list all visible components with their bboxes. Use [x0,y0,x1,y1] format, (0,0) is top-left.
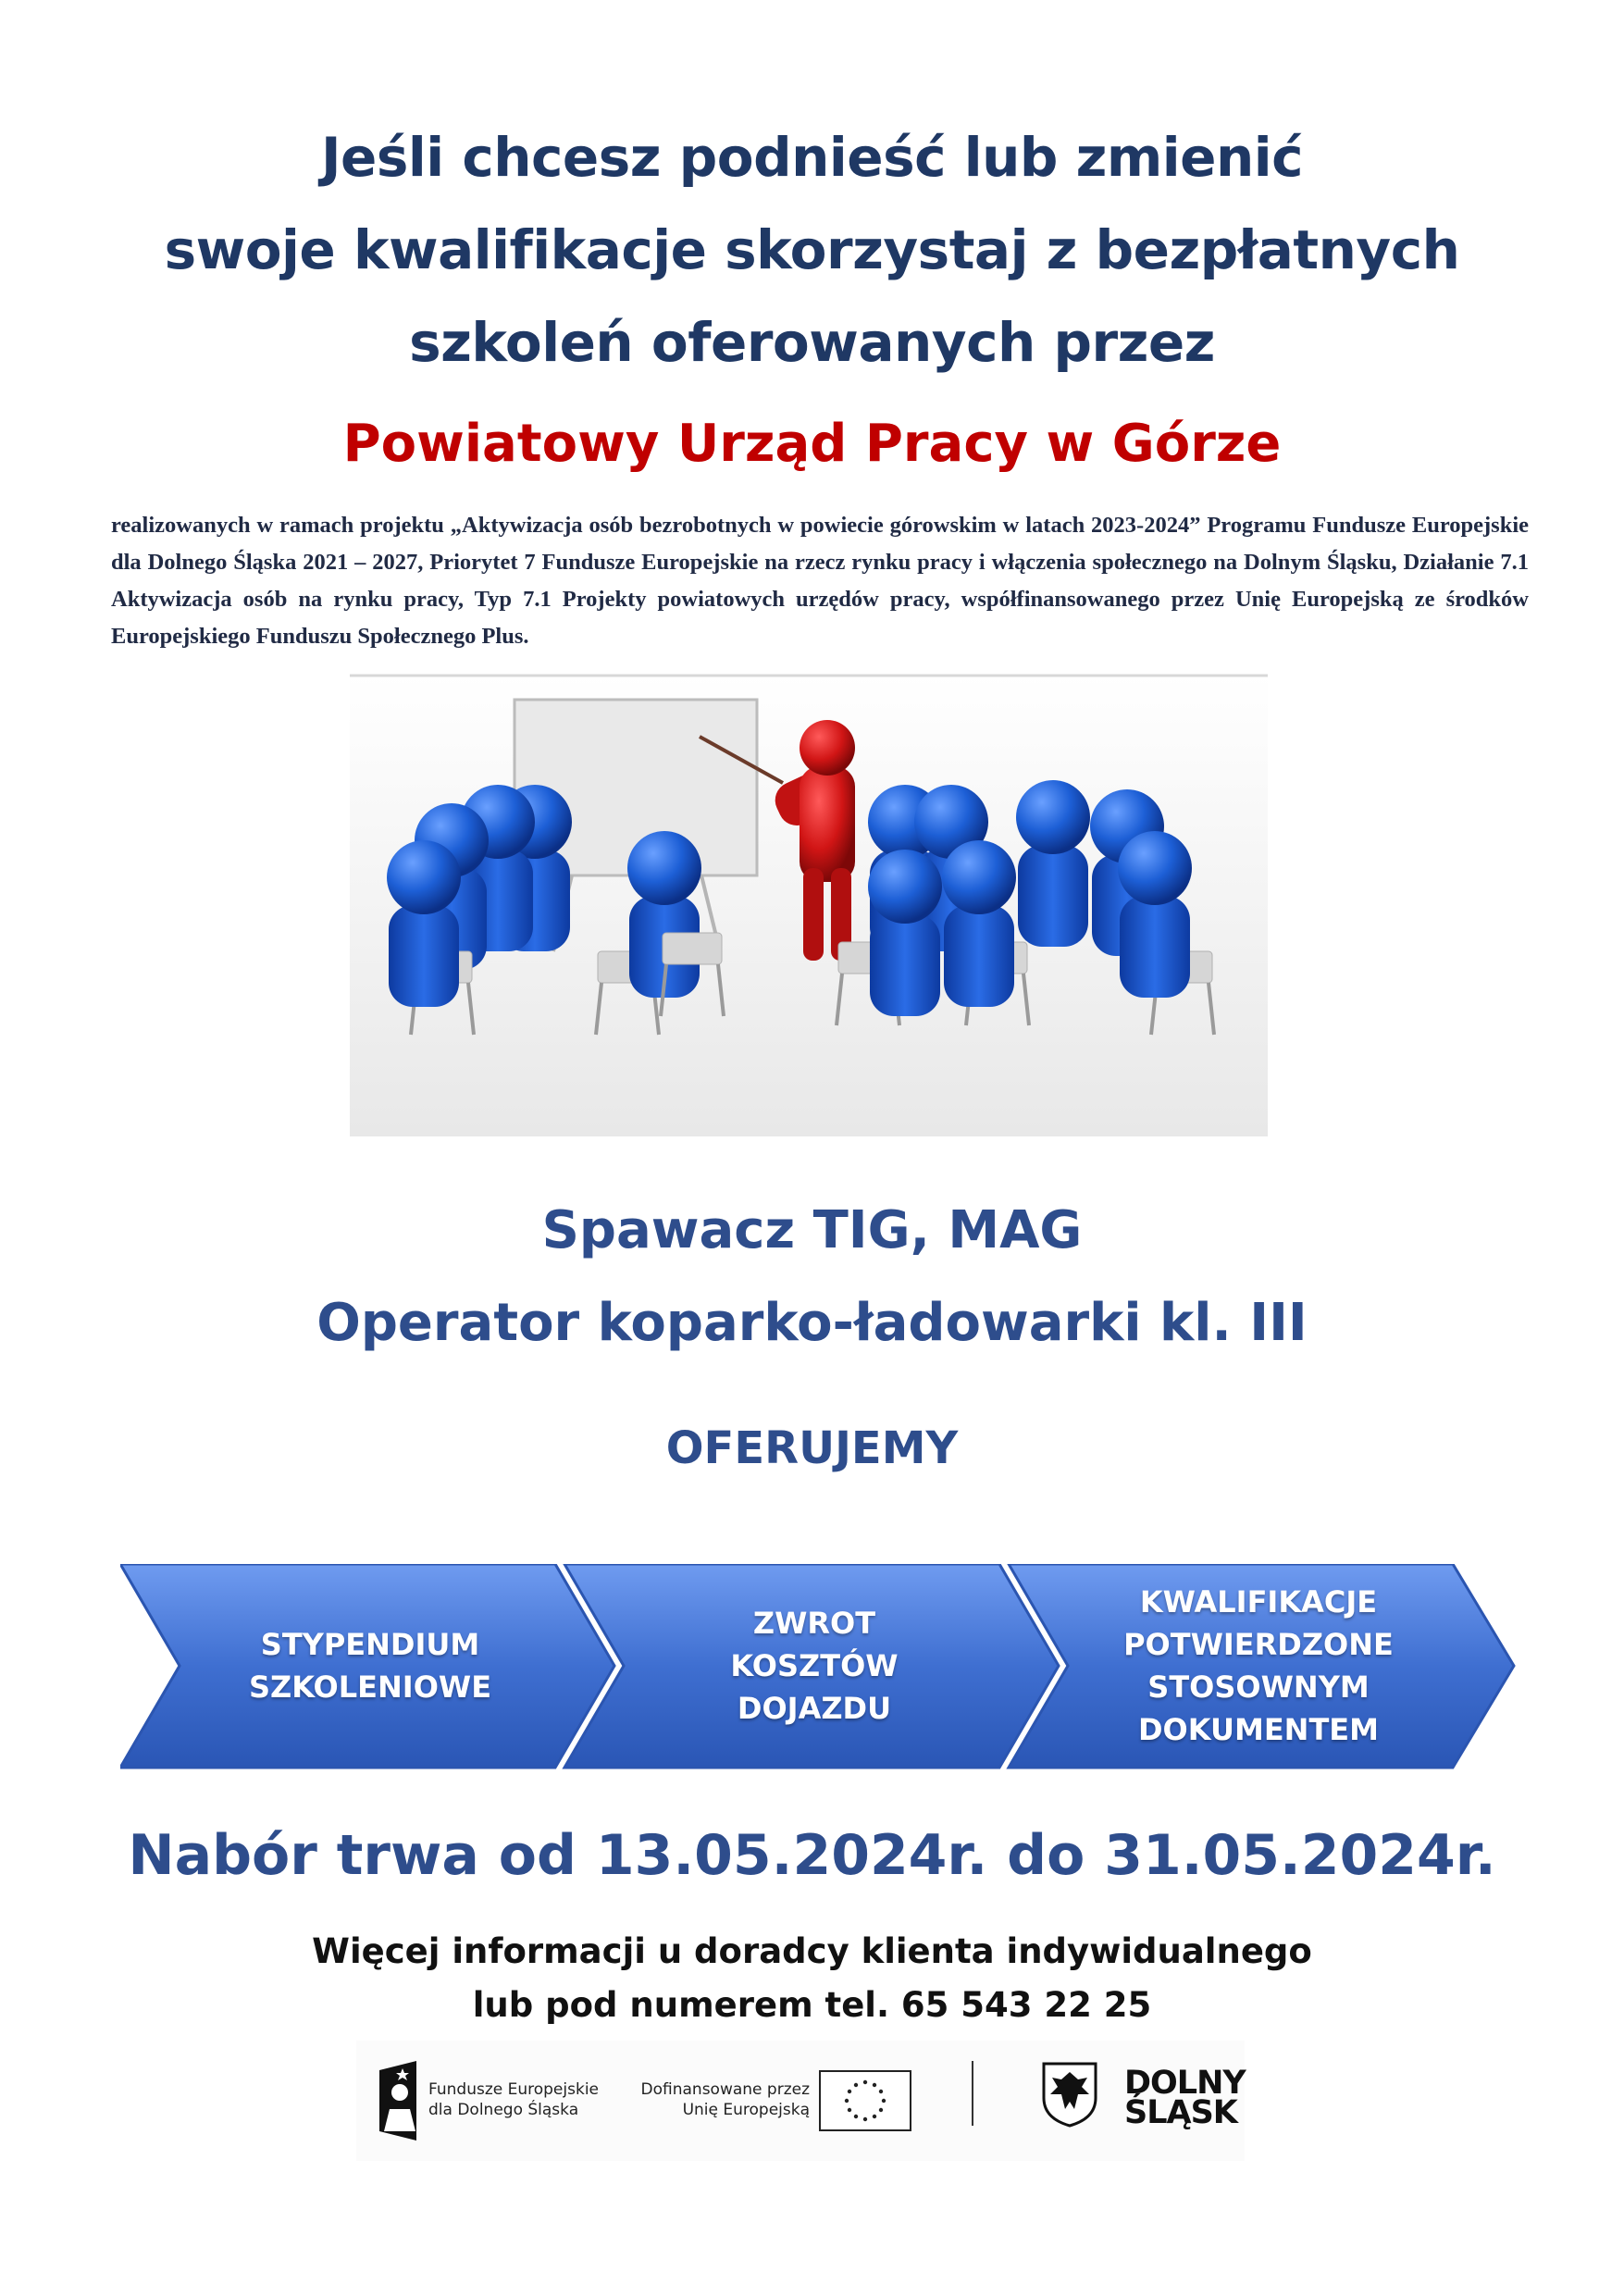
eu-cofunding-text [634,2079,810,2120]
project-description: realizowanych w ramach projektu „Aktywizacja osób bezrobotnych w powiecie górowskim w latach 2023-2024” Programu Fundusze Europejskie dla Dolnego Śląska 2021 – 2027, Priorytet 7 Fundusze Europejskie na rzecz rynku pracy i włączenia społecznego na Dolnym Śląsku, Działanie 7.1 Aktywizacja osób na rynku pracy, Typ 7.1 Projekty powiatowych urzędów pracy, współfinansowanego przez Unię Europejską ze środków Europejskiego Funduszu Społecznego Plus. [111,513,1529,649]
offer-travel-line: ZWROT [752,1606,876,1641]
more-info-line-1: Więcej informacji u doradcy klienta indywidualnego [312,1931,1312,1971]
course-backhoe-operator: Operator koparko-ładowarki kl. III [316,1293,1308,1353]
offer-travel-line: DOJAZDU [737,1691,892,1726]
offer-qualification-line: POTWIERDZONE [1123,1627,1394,1662]
eu-cofunding-line: Unię Europejską [682,2101,810,2119]
fe-logo-line: dla Dolnego Śląska [428,2101,579,2119]
course-list [0,1185,1624,1370]
wordmark-line: ŚLĄSK [1124,2094,1237,2131]
offer-qualification-line: KWALIFIKACJE [1139,1584,1378,1620]
logo-divider [972,2061,973,2126]
fe-logo-text [428,2079,599,2120]
offer-travel-line: KOSZTÓW [730,1648,899,1683]
offer-travel-refund [657,1564,972,1768]
offer-certified-qualifications [1092,1564,1425,1768]
lower-silesia-wordmark [1124,2065,1246,2131]
funding-logos [356,2041,1245,2161]
headline-line-1: Jeśli chcesz podnieść lub zmienić [320,126,1304,189]
headline [0,111,1624,389]
course-welder: Spawacz TIG, MAG [541,1200,1083,1260]
more-info [0,1925,1624,2032]
more-info-line-2: lub pod numerem tel. 65 543 22 25 [472,1985,1152,2025]
wordmark-line: DOLNY [1124,2065,1246,2102]
offer-qualification-line: STOSOWNYM [1147,1669,1370,1705]
headline-line-2: swoje kwalifikacje skorzystaj z bezpłatnych [164,218,1460,281]
headline-line-3: szkoleń oferowanych przez [409,311,1215,374]
offer-stipend-line: SZKOLENIOWE [248,1669,492,1705]
classroom-illustration [350,674,1268,1136]
eu-cofunding-line: Dofinansowane przez [640,2080,810,2099]
fe-logo-icon [375,2061,421,2141]
offer-heading: OFERUJEMY [665,1422,959,1474]
lower-silesia-crest-icon [1041,2061,1098,2128]
offer-stipend-line: STYPENDIUM [260,1627,480,1662]
offer-qualification-line: DOKUMENTEM [1137,1712,1379,1747]
recruitment-dates: Nabór trwa od 13.05.2024r. do 31.05.2024r. [128,1823,1496,1888]
eu-flag-icon [819,2070,911,2131]
offer-stipend [213,1564,527,1768]
office-name: Powiatowy Urząd Pracy w Górze [342,414,1282,474]
fe-logo-line: Fundusze Europejskie [428,2080,599,2099]
